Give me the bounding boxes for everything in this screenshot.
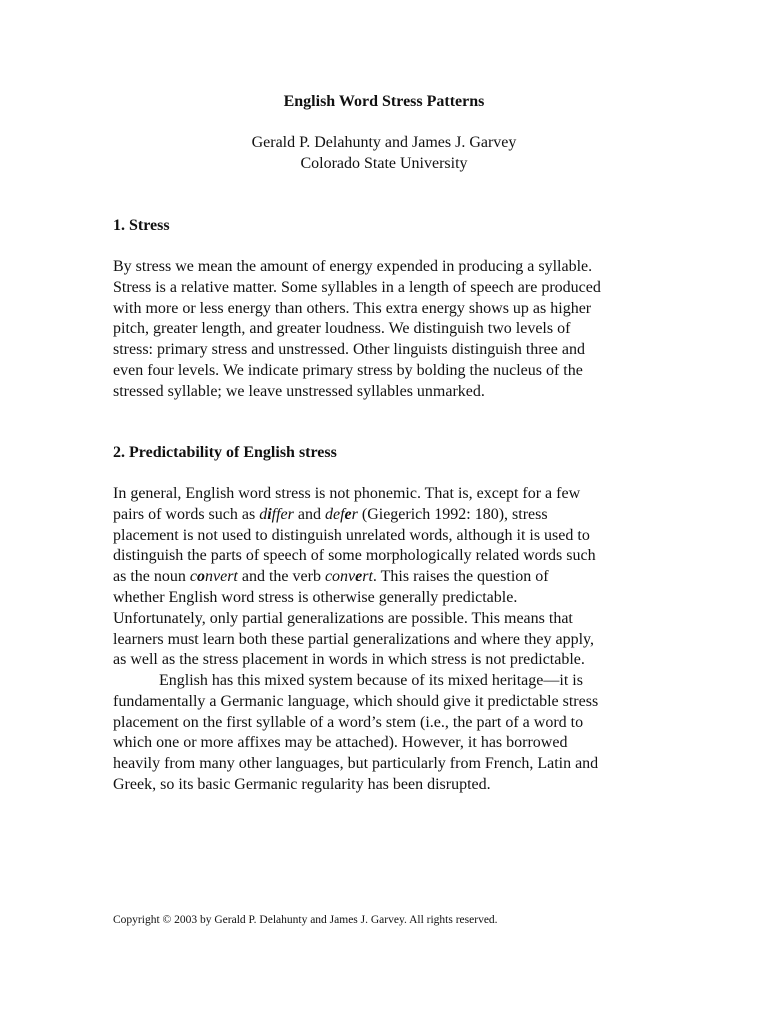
section-1-paragraph xyxy=(113,257,658,403)
paragraph-line: even four levels. We indicate primary stress by bolding the nucleus of the xyxy=(113,361,583,379)
paragraph-line: In general, English word stress is not phonemic. That is, except for a few xyxy=(113,485,581,502)
example-word-defer: defer xyxy=(324,505,358,523)
paragraph-line: placement on the first syllable of a word’s stem (i.e., the part of a word to xyxy=(113,713,584,731)
section-1-heading: 1. Stress xyxy=(113,217,170,234)
section-2-paragraph-2 xyxy=(113,671,658,796)
paragraph-line: fundamentally a Germanic language, which should give it predictable stress xyxy=(113,692,599,710)
paragraph-line: stressed syllable; we leave unstressed syllables unmarked. xyxy=(113,382,485,400)
paragraph-line: pairs of words such as differ and defer (Giegerich 1992: 180), stress xyxy=(113,505,548,523)
author-names: Gerald P. Delahunty and James J. Garvey xyxy=(251,134,517,151)
paragraph-line: as the noun convert and the verb convert. This raises the question of xyxy=(113,568,549,586)
section-2-heading: 2. Predictability of English stress xyxy=(113,444,337,461)
copyright-footer: Copyright © 2003 by Gerald P. Delahunty and James J. Garvey. All rights reserved. xyxy=(113,914,498,926)
paragraph-line: stress: primary stress and unstressed. Other linguists distinguish three and xyxy=(113,341,585,359)
paragraph-line: Stress is a relative matter. Some syllables in a length of speech are produced xyxy=(113,278,601,296)
paragraph-line: pitch, greater length, and greater loudness. We distinguish two levels of xyxy=(113,320,571,338)
paragraph-line: English has this mixed system because of its mixed heritage—it is xyxy=(159,672,583,689)
document-title: English Word Stress Patterns xyxy=(283,93,485,110)
paragraph-line: heavily from many other languages, but particularly from French, Latin and xyxy=(113,755,599,773)
paragraph-line: with more or less energy than others. This extra energy shows up as higher xyxy=(113,299,592,317)
paragraph-line: learners must learn both these partial generalizations and where they apply, xyxy=(113,630,594,648)
paragraph-line: Unfortunately, only partial generalizations are possible. This means that xyxy=(113,609,573,627)
author-block xyxy=(0,132,768,174)
example-word-convert-noun: convert xyxy=(189,568,238,586)
paragraph-line: Greek, so its basic Germanic regularity has been disrupted. xyxy=(113,775,491,793)
example-word-convert-verb: convert xyxy=(324,568,373,586)
paragraph-line: placement is not used to distinguish unrelated words, although it is used to xyxy=(113,526,590,544)
paragraph-line: By stress we mean the amount of energy expended in producing a syllable. xyxy=(113,258,593,275)
paragraph-line: whether English word stress is otherwise generally predictable. xyxy=(113,588,518,606)
paragraph-line: which one or more affixes may be attached). However, it has borrowed xyxy=(113,734,568,752)
paragraph-line: as well as the stress placement in words in which stress is not predictable. xyxy=(113,651,585,669)
example-word-differ: differ xyxy=(259,505,294,523)
paragraph-line: distinguish the parts of speech of some morphologically related words such xyxy=(113,547,596,565)
author-affiliation: Colorado State University xyxy=(300,155,468,172)
section-2-paragraph-1 xyxy=(113,484,658,671)
